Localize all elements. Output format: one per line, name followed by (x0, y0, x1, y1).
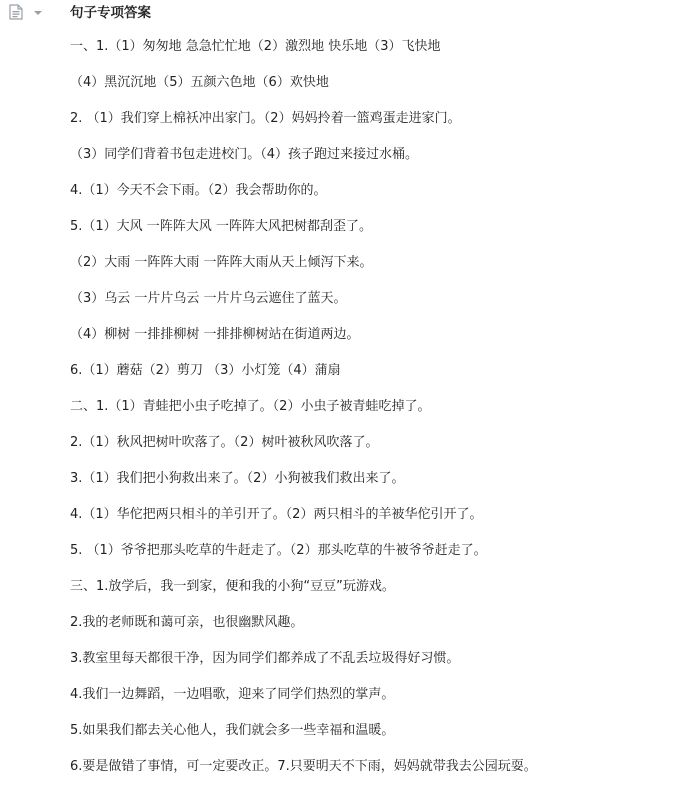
answer-line: 4.（1）今天不会下雨。（2）我会帮助你的。 (70, 183, 327, 198)
answer-line: 二、1.（1）青蛙把小虫子吃掉了。（2）小虫子被青蛙吃掉了。 (70, 399, 431, 414)
answer-line: 6.要是做错了事情，可一定要改正。7.只要明天不下雨，妈妈就带我去公园玩耍。 (70, 759, 537, 774)
answer-line: 4.（1）华佗把两只相斗的羊引开了。（2）两只相斗的羊被华佗引开了。 (70, 507, 483, 522)
answer-list (70, 38, 668, 776)
answer-line: （2）大雨 一阵阵大雨 一阵阵大雨从天上倾泻下来。 (70, 255, 373, 270)
answer-line: 6.（1）蘑菇（2）剪刀 （3）小灯笼（4）蒲扇 (70, 363, 341, 378)
document-body (70, 2, 668, 794)
document-icon[interactable] (8, 4, 24, 20)
answer-line: （3）同学们背着书包走进校门。（4）孩子跑过来接过水桶。 (70, 147, 419, 162)
answer-line: （4）柳树 一排排柳树 一排排柳树站在街道两边。 (70, 327, 360, 342)
answer-line: 3.教室里每天都很干净，因为同学们都养成了不乱丢垃圾得好习惯。 (70, 651, 460, 666)
answer-line: 4.我们一边舞蹈，一边唱歌，迎来了同学们热烈的掌声。 (70, 687, 395, 702)
answer-line: 3.（1）我们把小狗救出来了。（2）小狗被我们救出来了。 (70, 471, 405, 486)
answer-line: 三、1.放学后，我一到家，便和我的小狗“豆豆”玩游戏。 (70, 579, 395, 594)
answer-line: 5.如果我们都去关心他人，我们就会多一些幸福和温暖。 (70, 723, 395, 738)
chevron-down-icon[interactable] (34, 11, 42, 15)
answer-line: 2. （1）我们穿上棉袄冲出家门。（2）妈妈拎着一篮鸡蛋走进家门。 (70, 111, 461, 126)
document-title: 句子专项答案 (70, 5, 151, 21)
answer-line: 2.（1）秋风把树叶吹落了。（2）树叶被秋风吹落了。 (70, 435, 379, 450)
answer-line: （3）乌云 一片片乌云 一片片乌云遮住了蓝天。 (70, 291, 347, 306)
answer-line: 5.（1）大风 一阵阵大风 一阵阵大风把树都刮歪了。 (70, 219, 372, 234)
answer-line: （4）黑沉沉地（5）五颜六色地（6）欢快地 (70, 75, 329, 90)
answer-line: 2.我的老师既和蔼可亲，也很幽默风趣。 (70, 615, 304, 630)
answer-line: 5. （1）爷爷把那头吃草的牛赶走了。（2）那头吃草的牛被爷爷赶走了。 (70, 543, 487, 558)
document-outline-toolbar (8, 4, 42, 20)
answer-line: 一、1.（1）匆匆地 急急忙忙地（2）激烈地 快乐地（3）飞快地 (70, 39, 441, 54)
